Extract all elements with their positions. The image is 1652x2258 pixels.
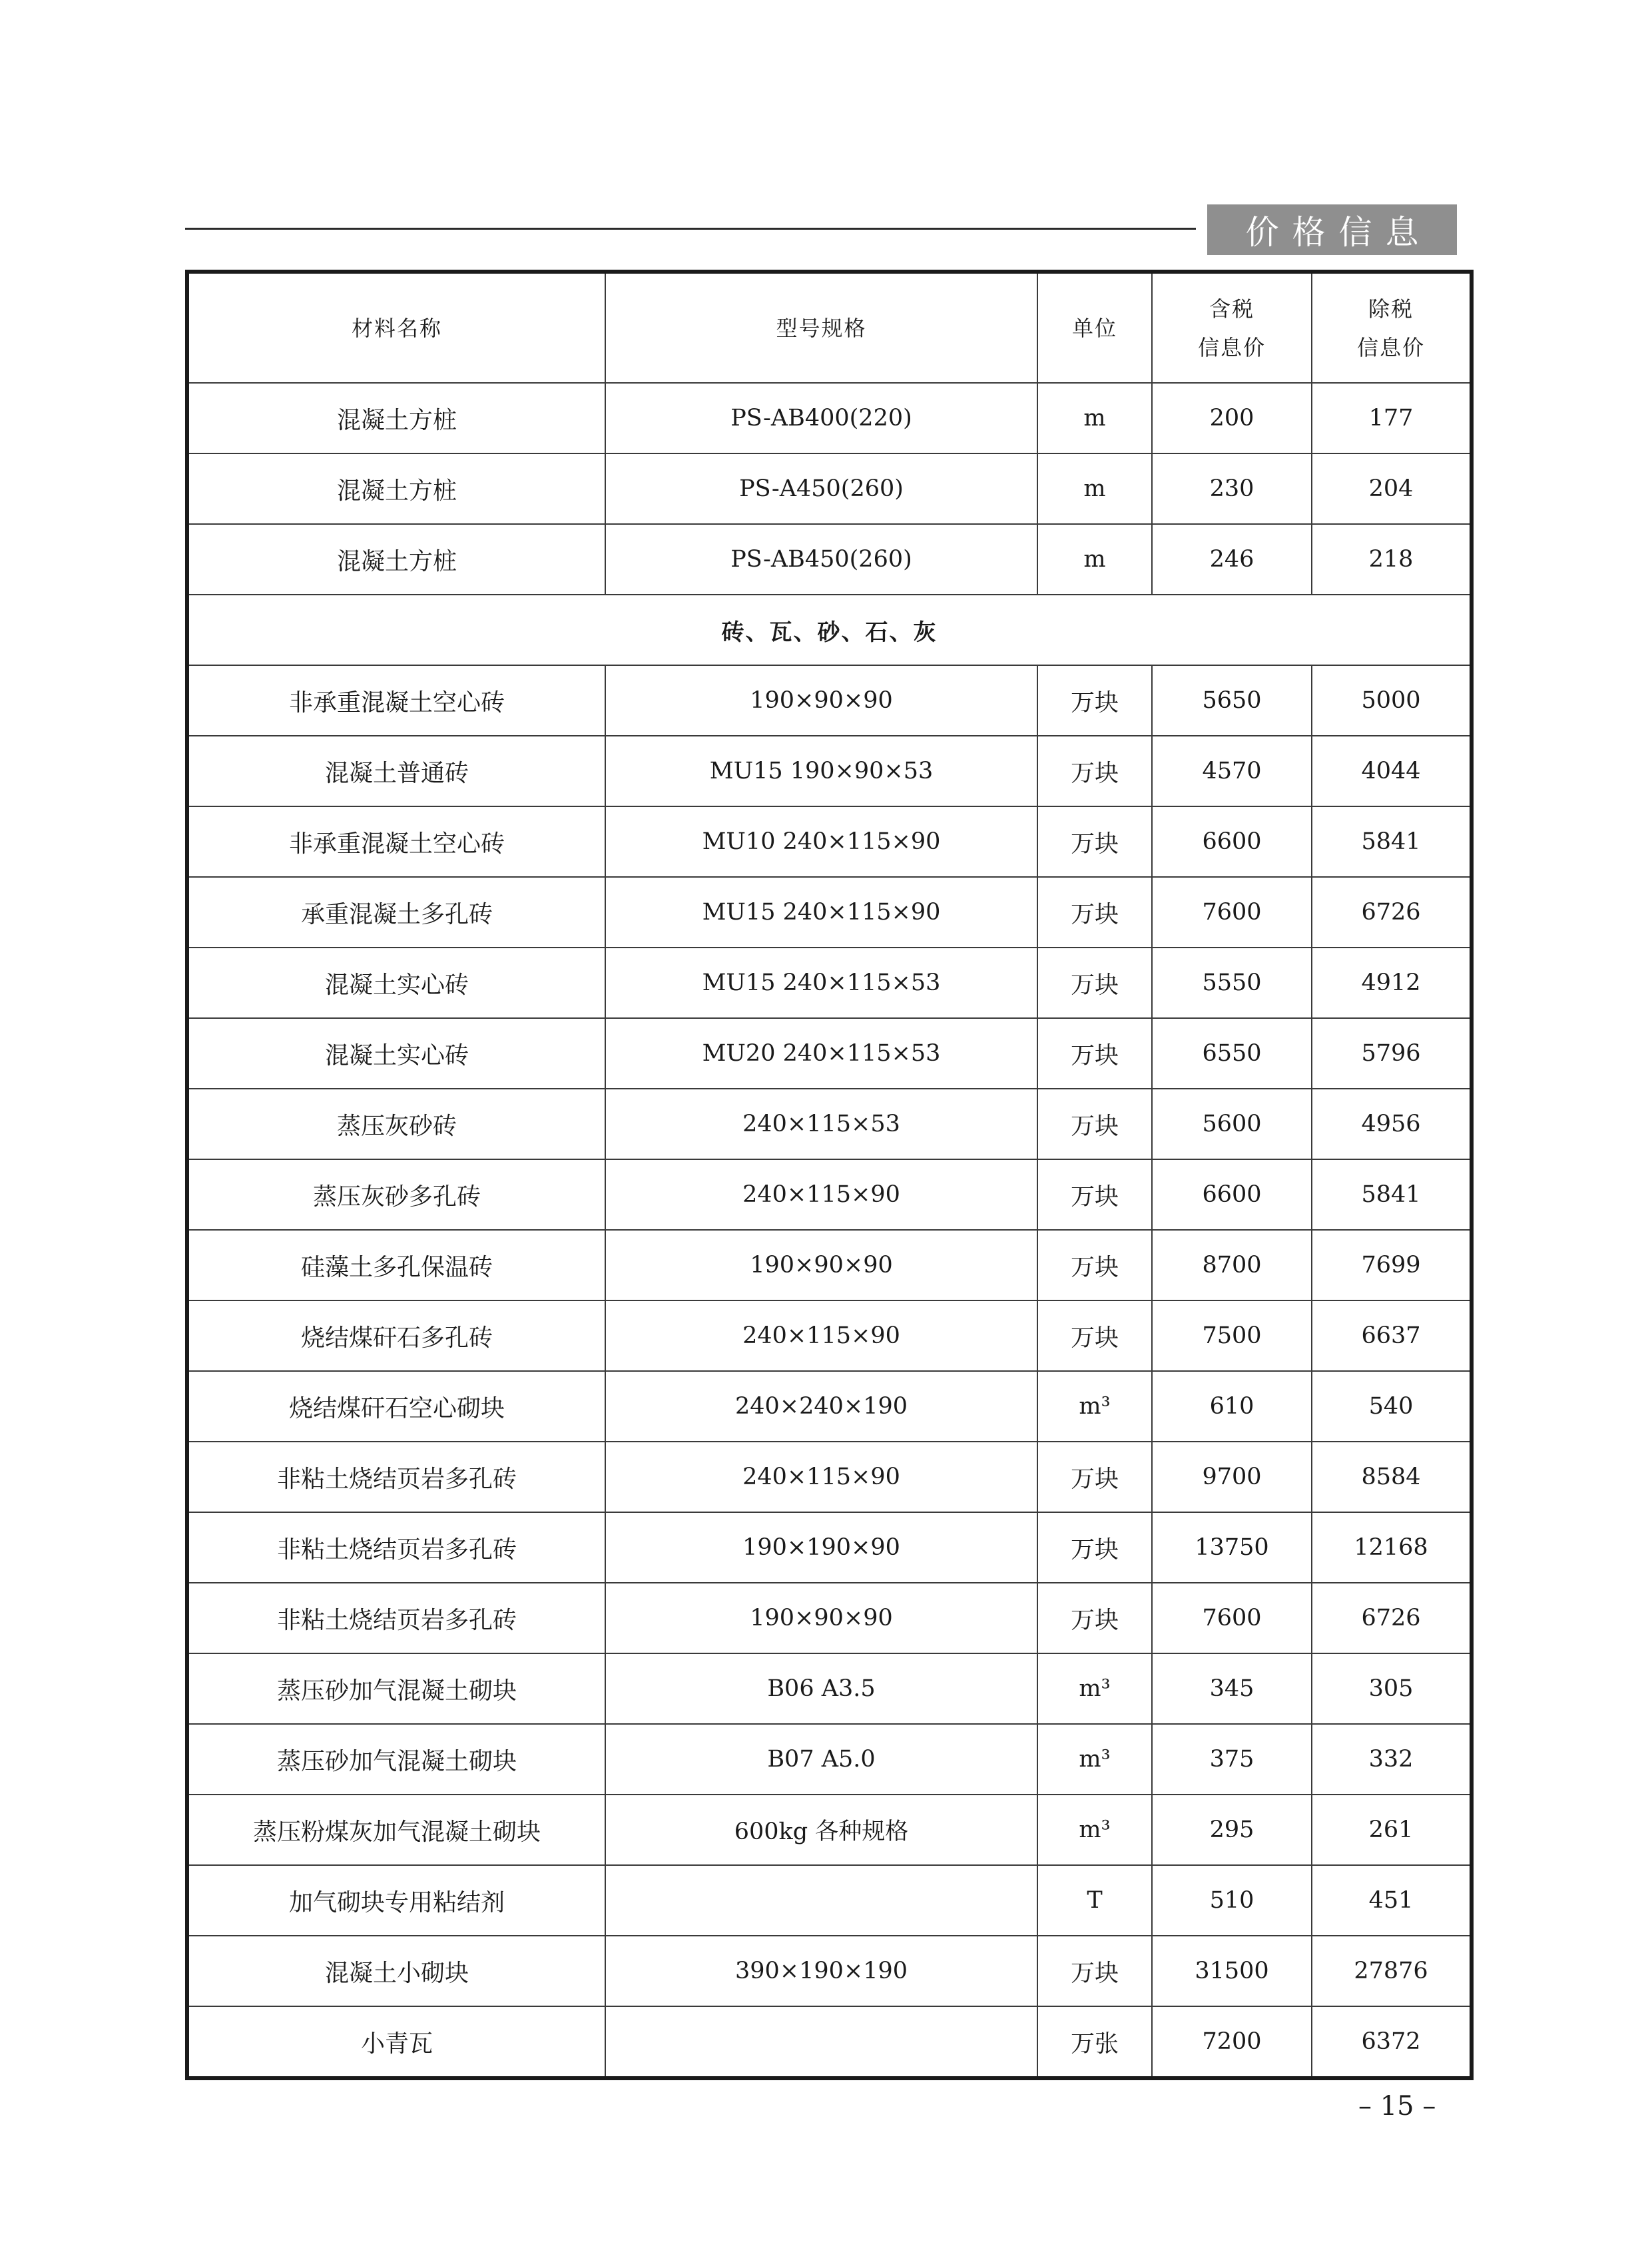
table-row [187, 383, 1472, 453]
cell-spec: MU20 240×115×53 [605, 1018, 1037, 1089]
cell-price-with-tax: 31500 [1152, 1936, 1312, 2006]
cell-material-name: 混凝土方桩 [187, 453, 605, 524]
cell-spec [605, 1865, 1037, 1936]
cell-unit: m [1037, 524, 1152, 595]
column-header-price-with-tax [1152, 272, 1312, 383]
column-header-price-without-tax [1312, 272, 1472, 383]
cell-price-without-tax: 6637 [1312, 1300, 1472, 1371]
cell-material-name: 蒸压砂加气混凝土砌块 [187, 1653, 605, 1724]
cell-spec: PS-A450(260) [605, 453, 1037, 524]
cell-spec: 240×115×90 [605, 1159, 1037, 1230]
cell-spec: B06 A3.5 [605, 1653, 1037, 1724]
cell-price-without-tax: 5796 [1312, 1018, 1472, 1089]
table-row [187, 948, 1472, 1018]
cell-material-name: 混凝土方桩 [187, 524, 605, 595]
cell-unit: 万块 [1037, 1300, 1152, 1371]
cell-price-without-tax: 6372 [1312, 2006, 1472, 2078]
table-row [187, 1230, 1472, 1300]
cell-price-with-tax: 345 [1152, 1653, 1312, 1724]
cell-unit: 万块 [1037, 877, 1152, 948]
table-row [187, 524, 1472, 595]
cell-unit: 万块 [1037, 1583, 1152, 1653]
table-row [187, 1653, 1472, 1724]
column-header-spec: 型号规格 [605, 272, 1037, 383]
cell-unit: 万块 [1037, 1512, 1152, 1583]
cell-unit: m³ [1037, 1653, 1152, 1724]
cell-spec: 190×90×90 [605, 1583, 1037, 1653]
column-header-unit: 单位 [1037, 272, 1152, 383]
section-label: 砖、瓦、砂、石、灰 [187, 595, 1472, 665]
cell-material-name: 烧结煤矸石空心砌块 [187, 1371, 605, 1442]
cell-spec: 190×190×90 [605, 1512, 1037, 1583]
cell-price-with-tax: 7200 [1152, 2006, 1312, 2078]
cell-spec: B07 A5.0 [605, 1724, 1037, 1795]
cell-unit: 万块 [1037, 1159, 1152, 1230]
table-row [187, 453, 1472, 524]
cell-spec: PS-AB400(220) [605, 383, 1037, 453]
page-number: – 15 – [1358, 2091, 1436, 2121]
cell-price-with-tax: 5600 [1152, 1089, 1312, 1159]
table-row [187, 2006, 1472, 2078]
cell-unit: 万块 [1037, 1089, 1152, 1159]
cell-price-with-tax: 6600 [1152, 1159, 1312, 1230]
cell-price-with-tax: 13750 [1152, 1512, 1312, 1583]
cell-price-with-tax: 295 [1152, 1795, 1312, 1865]
cell-unit: 万块 [1037, 1936, 1152, 2006]
cell-price-with-tax: 4570 [1152, 736, 1312, 806]
cell-price-without-tax: 332 [1312, 1724, 1472, 1795]
cell-price-without-tax: 177 [1312, 383, 1472, 453]
cell-unit: m [1037, 453, 1152, 524]
table-row [187, 665, 1472, 736]
table-row [187, 1512, 1472, 1583]
column-header-name: 材料名称 [187, 272, 605, 383]
cell-unit: 万张 [1037, 2006, 1152, 2078]
table-row [187, 1936, 1472, 2006]
cell-spec: PS-AB450(260) [605, 524, 1037, 595]
cell-price-with-tax: 7600 [1152, 877, 1312, 948]
cell-unit: m³ [1037, 1371, 1152, 1442]
table-row [187, 1583, 1472, 1653]
cell-material-name: 蒸压砂加气混凝土砌块 [187, 1724, 605, 1795]
table-row [187, 1159, 1472, 1230]
cell-price-with-tax: 9700 [1152, 1442, 1312, 1512]
cell-price-with-tax: 375 [1152, 1724, 1312, 1795]
cell-price-without-tax: 6726 [1312, 877, 1472, 948]
cell-spec: 600kg 各种规格 [605, 1795, 1037, 1865]
cell-spec: 190×90×90 [605, 665, 1037, 736]
cell-price-without-tax: 451 [1312, 1865, 1472, 1936]
cell-material-name: 混凝土普通砖 [187, 736, 605, 806]
table-row [187, 1442, 1472, 1512]
cell-spec: MU15 240×115×53 [605, 948, 1037, 1018]
column-header-price-with-tax-line2: 信息价 [1197, 334, 1266, 360]
cell-unit: m³ [1037, 1795, 1152, 1865]
cell-price-with-tax: 610 [1152, 1371, 1312, 1442]
table-row [187, 1018, 1472, 1089]
price-table [185, 270, 1474, 2080]
cell-material-name: 非粘土烧结页岩多孔砖 [187, 1512, 605, 1583]
cell-material-name: 蒸压灰砂砖 [187, 1089, 605, 1159]
cell-price-without-tax: 261 [1312, 1795, 1472, 1865]
cell-unit: m [1037, 383, 1152, 453]
cell-material-name: 非粘土烧结页岩多孔砖 [187, 1583, 605, 1653]
header-rule [185, 228, 1196, 230]
table-row [187, 1865, 1472, 1936]
cell-unit: m³ [1037, 1724, 1152, 1795]
table-row [187, 1371, 1472, 1442]
cell-price-without-tax: 4044 [1312, 736, 1472, 806]
cell-price-with-tax: 6550 [1152, 1018, 1312, 1089]
cell-price-without-tax: 218 [1312, 524, 1472, 595]
cell-material-name: 硅藻土多孔保温砖 [187, 1230, 605, 1300]
column-header-price-without-tax-line1: 除税 [1368, 296, 1414, 322]
cell-price-with-tax: 246 [1152, 524, 1312, 595]
cell-price-with-tax: 510 [1152, 1865, 1312, 1936]
cell-material-name: 非承重混凝土空心砖 [187, 665, 605, 736]
cell-price-without-tax: 305 [1312, 1653, 1472, 1724]
cell-price-with-tax: 8700 [1152, 1230, 1312, 1300]
cell-price-with-tax: 200 [1152, 383, 1312, 453]
cell-price-without-tax: 5841 [1312, 806, 1472, 877]
table-row [187, 736, 1472, 806]
cell-price-without-tax: 7699 [1312, 1230, 1472, 1300]
cell-unit: 万块 [1037, 736, 1152, 806]
table-row [187, 877, 1472, 948]
cell-unit: 万块 [1037, 1018, 1152, 1089]
cell-spec: 390×190×190 [605, 1936, 1037, 2006]
cell-price-without-tax: 12168 [1312, 1512, 1472, 1583]
cell-price-without-tax: 6726 [1312, 1583, 1472, 1653]
cell-price-without-tax: 27876 [1312, 1936, 1472, 2006]
cell-unit: 万块 [1037, 1230, 1152, 1300]
cell-spec: MU15 190×90×53 [605, 736, 1037, 806]
cell-spec: 240×115×90 [605, 1300, 1037, 1371]
cell-material-name: 混凝土实心砖 [187, 1018, 605, 1089]
cell-unit: 万块 [1037, 1442, 1152, 1512]
cell-spec: 190×90×90 [605, 1230, 1037, 1300]
cell-price-with-tax: 5550 [1152, 948, 1312, 1018]
table-row [187, 1300, 1472, 1371]
cell-price-with-tax: 6600 [1152, 806, 1312, 877]
cell-material-name: 混凝土小砌块 [187, 1936, 605, 2006]
section-row [187, 595, 1472, 665]
cell-spec: 240×115×53 [605, 1089, 1037, 1159]
cell-material-name: 混凝土方桩 [187, 383, 605, 453]
cell-price-without-tax: 5000 [1312, 665, 1472, 736]
column-header-price-without-tax-line2: 信息价 [1356, 334, 1425, 360]
table-row [187, 1724, 1472, 1795]
cell-price-without-tax: 204 [1312, 453, 1472, 524]
cell-price-with-tax: 230 [1152, 453, 1312, 524]
cell-material-name: 小青瓦 [187, 2006, 605, 2078]
cell-unit: 万块 [1037, 948, 1152, 1018]
cell-price-with-tax: 7600 [1152, 1583, 1312, 1653]
cell-material-name: 混凝土实心砖 [187, 948, 605, 1018]
cell-unit: T [1037, 1865, 1152, 1936]
table-header-row [187, 272, 1472, 383]
table-row [187, 1795, 1472, 1865]
cell-unit: 万块 [1037, 665, 1152, 736]
cell-price-with-tax: 5650 [1152, 665, 1312, 736]
cell-spec [605, 2006, 1037, 2078]
cell-unit: 万块 [1037, 806, 1152, 877]
table-row [187, 806, 1472, 877]
cell-price-without-tax: 8584 [1312, 1442, 1472, 1512]
cell-material-name: 非粘土烧结页岩多孔砖 [187, 1442, 605, 1512]
cell-price-without-tax: 540 [1312, 1371, 1472, 1442]
cell-material-name: 蒸压灰砂多孔砖 [187, 1159, 605, 1230]
cell-price-without-tax: 4956 [1312, 1089, 1472, 1159]
cell-spec: 240×240×190 [605, 1371, 1037, 1442]
cell-price-without-tax: 4912 [1312, 948, 1472, 1018]
cell-price-without-tax: 5841 [1312, 1159, 1472, 1230]
section-title-badge: 价格信息 [1207, 204, 1457, 255]
cell-material-name: 加气砌块专用粘结剂 [187, 1865, 605, 1936]
cell-spec: MU15 240×115×90 [605, 877, 1037, 948]
table-row [187, 1089, 1472, 1159]
cell-material-name: 非承重混凝土空心砖 [187, 806, 605, 877]
cell-material-name: 蒸压粉煤灰加气混凝土砌块 [187, 1795, 605, 1865]
cell-material-name: 承重混凝土多孔砖 [187, 877, 605, 948]
cell-material-name: 烧结煤矸石多孔砖 [187, 1300, 605, 1371]
cell-price-with-tax: 7500 [1152, 1300, 1312, 1371]
cell-spec: MU10 240×115×90 [605, 806, 1037, 877]
column-header-price-with-tax-line1: 含税 [1209, 296, 1254, 322]
cell-spec: 240×115×90 [605, 1442, 1037, 1512]
